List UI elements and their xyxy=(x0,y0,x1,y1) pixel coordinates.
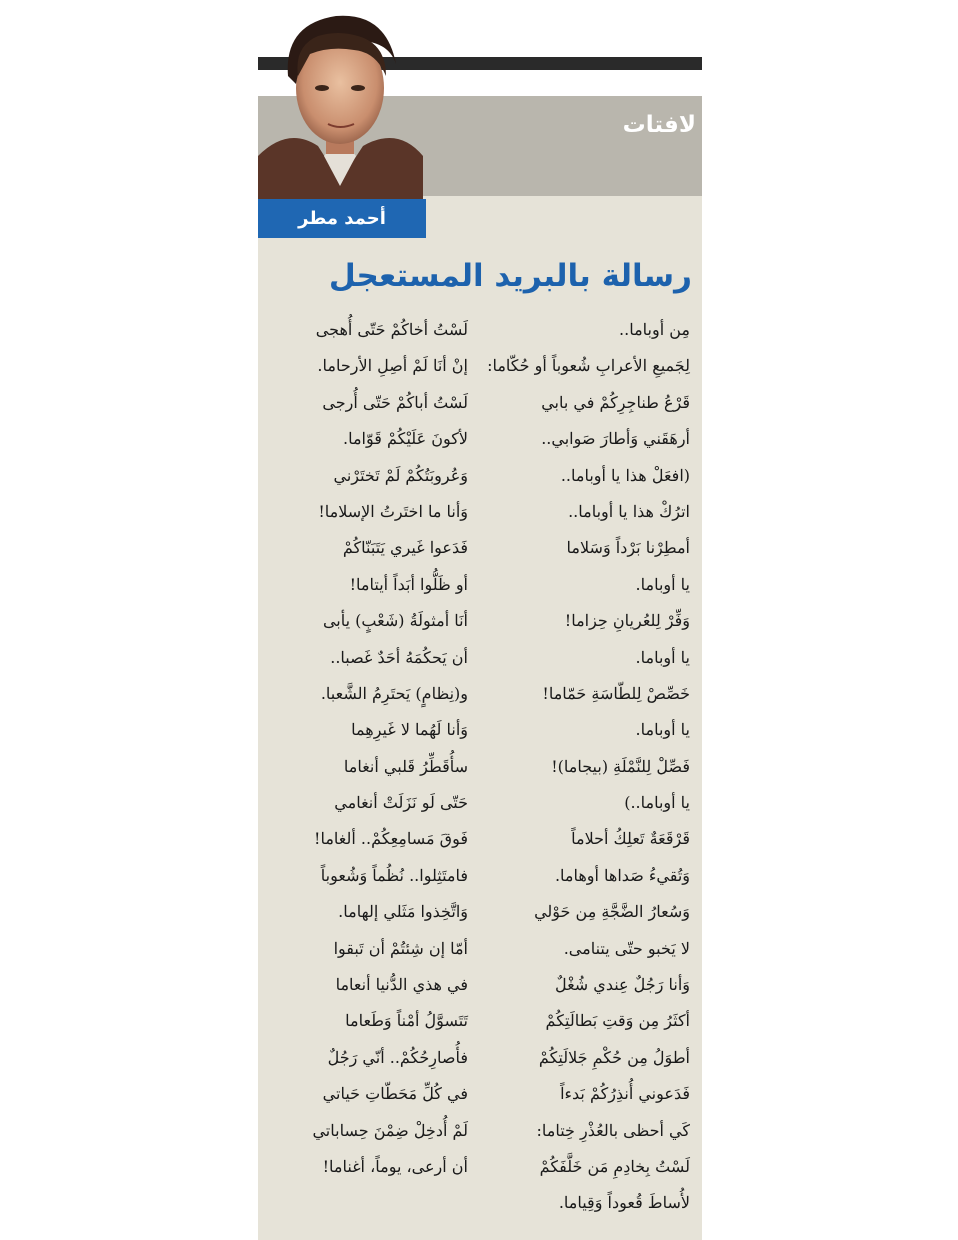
verse-line: أو ظَلُّوا أبَداً أيتاما! xyxy=(349,574,468,594)
verse-line: (افعَلْ هذا يا أوباما.. xyxy=(560,465,690,485)
verse-line: مِن أوباما.. xyxy=(619,320,690,339)
verse-line: وَسُعارُ الضَّجَّةِ مِن حَوْلي xyxy=(534,902,690,922)
verse-line: أمطِرْنا بَرْداً وَسَلاما xyxy=(566,538,690,558)
verse-line: لَسْتُ بِخادِمِ مَن خَلَّفَكُمْ xyxy=(539,1156,690,1176)
verse-line: فَدَعوا غَيري يَتَبَنّاكُمْ xyxy=(342,538,468,558)
verse-line: أن يَحكُمَهُ أحَدٌ غَصبا.. xyxy=(330,647,468,667)
verse-line: يا أوباما. xyxy=(635,720,690,740)
verse-line: وَأنا لَهُما لا غَيرِهِما xyxy=(351,720,468,740)
verse-line: إنْ أنَا لَمْ أصِلِ الأرحاما. xyxy=(317,356,468,376)
verse-line: وَعُروبَتُكُمْ لَمْ تَختَرْني xyxy=(333,465,468,485)
verse-line: فَوقَ مَسامِعِكُمْ.. ألغاما! xyxy=(314,829,468,849)
verse-line: لِجَميعِ الأعرابِ شُعوباً أو حُكّاما: xyxy=(487,356,690,376)
verse-line: فَصِّلْ لِلنَّمْلَةِ (بيجاما)! xyxy=(551,756,690,776)
verse-line: وَتُقيءُ صَداها أوهاما. xyxy=(554,865,690,885)
verse-line: حَتّى لَو نَزَلَتْ أنغامي xyxy=(334,793,468,813)
verse-line: فامتَثِلوا.. نُظُماً وَشُعوباً xyxy=(320,865,468,885)
author-portrait xyxy=(258,6,423,201)
verse-line: لا يَخبو حتّى يتنامى. xyxy=(563,938,690,958)
verse-line: أنَا أمثولَةُ (شَعْبٍ) يأبى xyxy=(322,611,468,631)
verse-line: سأُقَطِّرُ قَلبي أنغاما xyxy=(343,756,468,776)
verse-line: يا أوباما..) xyxy=(624,793,690,813)
author-name-bar: أحمد مطر xyxy=(258,199,426,238)
verse-line: لَسْتُ أباكُمْ حَتّى أُرجى xyxy=(322,392,468,412)
verse-line: أكثَرُ مِن وَقتِ بَطالَتِكُمْ xyxy=(545,1011,690,1031)
verse-line: و(نِظامٍ) يَحتَرِمُ الشَّعبا. xyxy=(320,683,468,703)
verse-line: فَدَعوني أُنذِرُكُمْ بَدءاً xyxy=(560,1084,690,1104)
poem-left-column xyxy=(268,312,468,1185)
article-title: رسالة بالبريد المستعجل xyxy=(328,258,692,294)
verse-line: وَأنا ما اختَرتُ الإسلاما! xyxy=(318,501,468,521)
verse-line: اترُكْ هذا يا أوباما.. xyxy=(568,501,690,521)
verse-line: قَرْقَعَةٌ تَعلِكُ أحلاماً xyxy=(571,829,690,849)
verse-line: لأكونَ عَلَيْكُمْ قَوّاما. xyxy=(343,429,468,449)
verse-line: قَرْعُ طناجِرِكُمْ في بابي xyxy=(541,392,690,412)
verse-line: وَفِّرْ لِلعُريانِ حِزاما! xyxy=(564,611,690,631)
poem-right-column xyxy=(487,312,690,1222)
verse-line: لَمْ أُدخِلْ ضِمْنَ حِساباتي xyxy=(312,1120,468,1140)
verse-line: أمّا إن شِئتُمْ أن تَبقوا xyxy=(333,938,468,958)
verse-line: أن أرعى، يوماً، أغناما! xyxy=(322,1156,468,1176)
verse-line: كَي أحظى بالعُذْرِ خِتاما: xyxy=(536,1120,690,1140)
verse-line: تَتَسوَّلُ أمْناً وَطَعاما xyxy=(345,1011,468,1031)
verse-line: خَصِّصْ لِلطّاسَةِ حَمّاما! xyxy=(542,683,690,703)
verse-line: أطوَلُ مِن حُكْمِ جَلالَتِكُمْ xyxy=(538,1047,690,1067)
verse-line: في هذي الدُّنيا أنعاما xyxy=(335,975,468,995)
verse-line: في كُلِّ مَحَطّاتِ حَياتي xyxy=(322,1084,468,1104)
verse-line: يا أوباما. xyxy=(635,574,690,594)
verse-line: وَاتَّخِذوا مَثَلي إلهاما. xyxy=(338,902,468,922)
verse-line: أرهَقَني وَأطارَ صَوابي.. xyxy=(541,429,690,449)
verse-line: وَأنا رَجُلٌ عِندي شُغْلٌ xyxy=(554,975,690,995)
verse-line: فأُصارِحُكُمْ.. أنّي رَجُلٌ xyxy=(327,1047,468,1067)
verse-line: لَسْتُ أخاكُمْ حَتّى أُهجى xyxy=(315,320,468,339)
verse-line: يا أوباما. xyxy=(635,647,690,667)
verse-line: لأُساطَ قُعوداً وَقِياما. xyxy=(558,1193,690,1213)
section-title: لافتات xyxy=(622,112,696,138)
